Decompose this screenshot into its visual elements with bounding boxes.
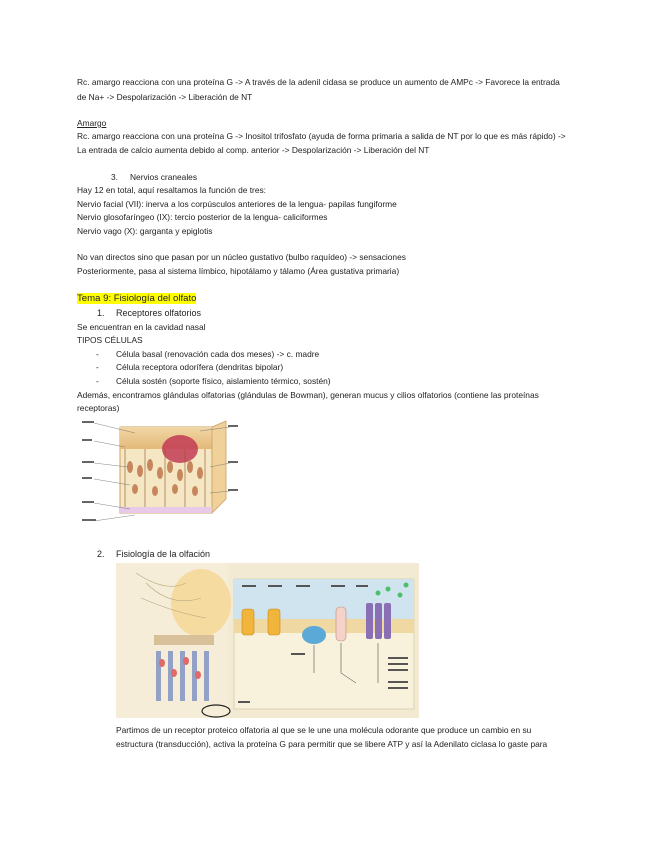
paragraph-line: estructura (transducción), activa la proteína G para permitir que se libere ATP y así la Adenilato ciclasa lo gaste para	[116, 739, 548, 749]
section-number: 1.	[97, 308, 105, 318]
paragraph-line: receptoras)	[77, 403, 120, 413]
chapter-title-text: Tema 9: Fisiología del olfato	[77, 293, 197, 304]
chapter-title	[77, 293, 196, 304]
paragraph-line: Se encuentran en la cavidad nasal	[77, 322, 206, 332]
olfaction-physiology-figure	[116, 563, 419, 718]
amargo-heading: Amargo	[77, 118, 107, 128]
paragraph-line: Rc. amargo reacciona con una proteína G -> A través de la adenil cidasa se produce un aumento de AMPc -> Favorece la entrada	[77, 77, 560, 87]
bullet-marker: -	[96, 376, 99, 386]
paragraph-line: TIPOS CÉLULAS	[77, 335, 143, 345]
paragraph-line: Nervio glosofaríngeo (IX): tercio posterior de la lengua- caliciformes	[77, 212, 328, 222]
paragraph-line: Rc. amargo reacciona con una proteína G -> Inositol trifosfato (ayuda de forma primaria a salida de NT por lo que es más rápido) ->	[77, 131, 566, 141]
bullet-marker: -	[96, 349, 99, 359]
paragraph-line: Además, encontramos glándulas olfatorias (glándulas de Bowman), generan mucus y cilios olfatorios (contiene las proteínas	[77, 390, 539, 400]
olfactory-epithelium-figure	[80, 419, 240, 527]
list-item: Célula receptora odorífera (dendritas bipolar)	[116, 362, 284, 372]
paragraph-line: Nervio vago (X): garganta y epiglotis	[77, 226, 213, 236]
list-item: Célula sostén (soporte físico, aislamiento térmico, sostén)	[116, 376, 331, 386]
section-number: 3.	[111, 172, 118, 182]
paragraph-line: No van directos sino que pasan por un núcleo gustativo (bulbo raquídeo) -> sensaciones	[77, 252, 406, 262]
section-title: Nervios craneales	[130, 172, 198, 182]
paragraph-line: Hay 12 en total, aquí resaltamos la función de tres:	[77, 185, 267, 195]
bullet-marker: -	[96, 362, 99, 372]
list-item: Célula basal (renovación cada dos meses) -> c. madre	[116, 349, 320, 359]
section-title: Receptores olfatorios	[116, 308, 202, 318]
paragraph-line: Nervio facial (VII): inerva a los corpúsculos anteriores de la lengua- papilas fungiforme	[77, 199, 397, 209]
section-number: 2.	[97, 549, 105, 559]
paragraph-line: de Na+ -> Despolarización -> Liberación de NT	[77, 92, 253, 102]
paragraph-line: Posteriormente, pasa al sistema límbico, hipotálamo y tálamo (Área gustativa primaria)	[77, 266, 400, 276]
paragraph-line: Partimos de un receptor proteico olfatoria al que se le une una molécula odorante que produce un cambio en su	[116, 725, 532, 735]
section-title: Fisiología de la olfación	[116, 549, 211, 559]
paragraph-line: La entrada de calcio aumenta debido al comp. anterior -> Despolarización -> Liberación del NT	[77, 145, 430, 155]
